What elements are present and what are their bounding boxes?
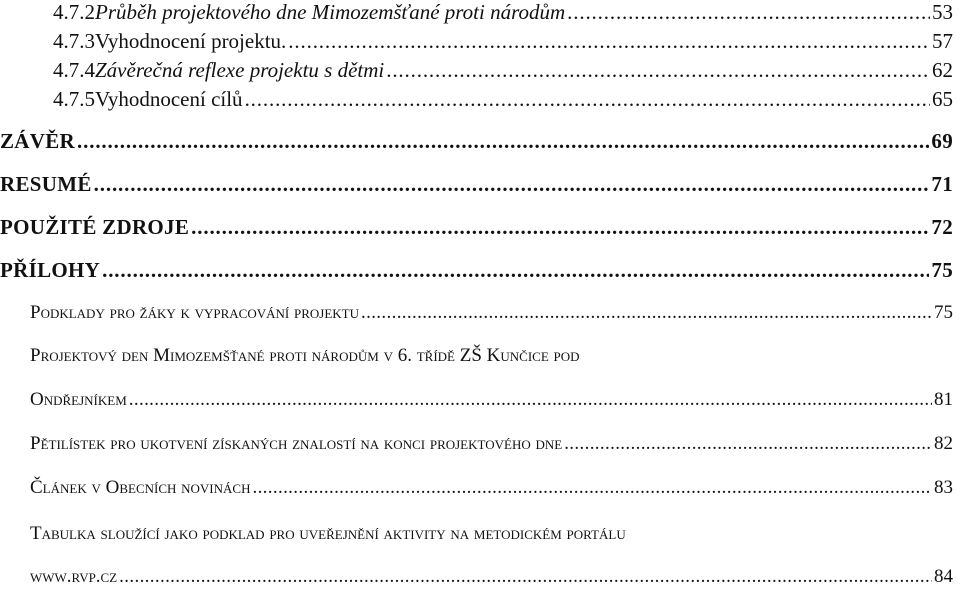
entry-title: Pětilístek pro ukotvení získaných znalostí na konci projektového dne [30,433,563,454]
page-number: 71 [931,172,953,196]
toc-entry-prilohy[interactable] [0,258,953,283]
dot-leader [129,389,932,411]
toc-entry-4-7-3[interactable] [53,29,953,54]
dot-leader [94,172,930,197]
toc-entry-4-7-5[interactable] [53,87,953,112]
entry-title: Článek v Obecních novinách [30,477,251,498]
toc-entry-zaver[interactable] [0,129,953,154]
section-number: 4.7.3 [53,29,95,53]
dot-leader [386,58,930,83]
page-number: 53 [932,0,953,24]
toc-entry-projektovy-den[interactable] [30,389,953,411]
page-number: 57 [932,29,953,53]
entry-title: PŘÍLOHY [0,258,101,282]
entry-title: Vyhodnocení projektu. [95,29,287,53]
page-number: 83 [934,477,953,498]
page-number: 75 [934,302,953,323]
section-number: 4.7.2 [53,0,95,24]
entry-title: Podklady pro žáky k vypracování projektu [30,302,359,323]
dot-leader [564,433,932,455]
section-number: 4.7.4 [53,58,95,82]
page-number: 81 [934,389,953,410]
dot-leader [252,477,932,499]
page-number: 65 [932,87,953,111]
entry-title: Ondřejníkem [30,389,127,410]
dot-leader [102,258,929,283]
entry-title: Průběh projektového dne Mimozemšťané proti národům [95,0,566,24]
dot-leader [77,129,929,154]
toc-entry-pouzite-zdroje[interactable] [0,215,953,240]
entry-title: Vyhodnocení cílů [95,87,243,111]
toc-entry-4-7-2[interactable] [53,0,953,25]
entry-title: www.rvp.cz [30,566,118,587]
dot-leader [191,215,929,240]
toc-entry-tabulka[interactable] [30,566,953,588]
page-number: 75 [931,258,953,282]
toc-entry-petilistek[interactable] [30,433,953,455]
page-number: 82 [934,433,953,454]
toc-entry-clanek[interactable] [30,477,953,499]
section-number: 4.7.5 [53,87,95,111]
toc-entry-podklady[interactable] [30,302,953,324]
dot-leader [288,29,930,54]
entry-title: Závěrečná reflexe projektu s dětmi [95,58,385,82]
entry-title: ZÁVĚR [0,129,76,153]
page-number: 72 [931,215,953,239]
dot-leader [245,87,930,112]
page-number: 84 [934,566,953,587]
page-number: 62 [932,58,953,82]
entry-title: POUŽITÉ ZDROJE [0,215,190,239]
dot-leader [119,566,932,588]
toc-entry-tabulka-line1[interactable]: Tabulka sloužící jako podklad pro uveřejnění aktivity na metodickém portálu [30,523,626,544]
entry-title: RESUMÉ [0,172,92,196]
dot-leader [567,0,930,25]
toc-entry-resume[interactable] [0,172,953,197]
toc-entry-projektovy-den-line1[interactable]: Projektový den Mimozemšťané proti národům v 6. třídě ZŠ Kunčice pod [30,345,580,366]
dot-leader [361,302,932,324]
toc-entry-4-7-4[interactable] [53,58,953,83]
page-number: 69 [931,129,953,153]
